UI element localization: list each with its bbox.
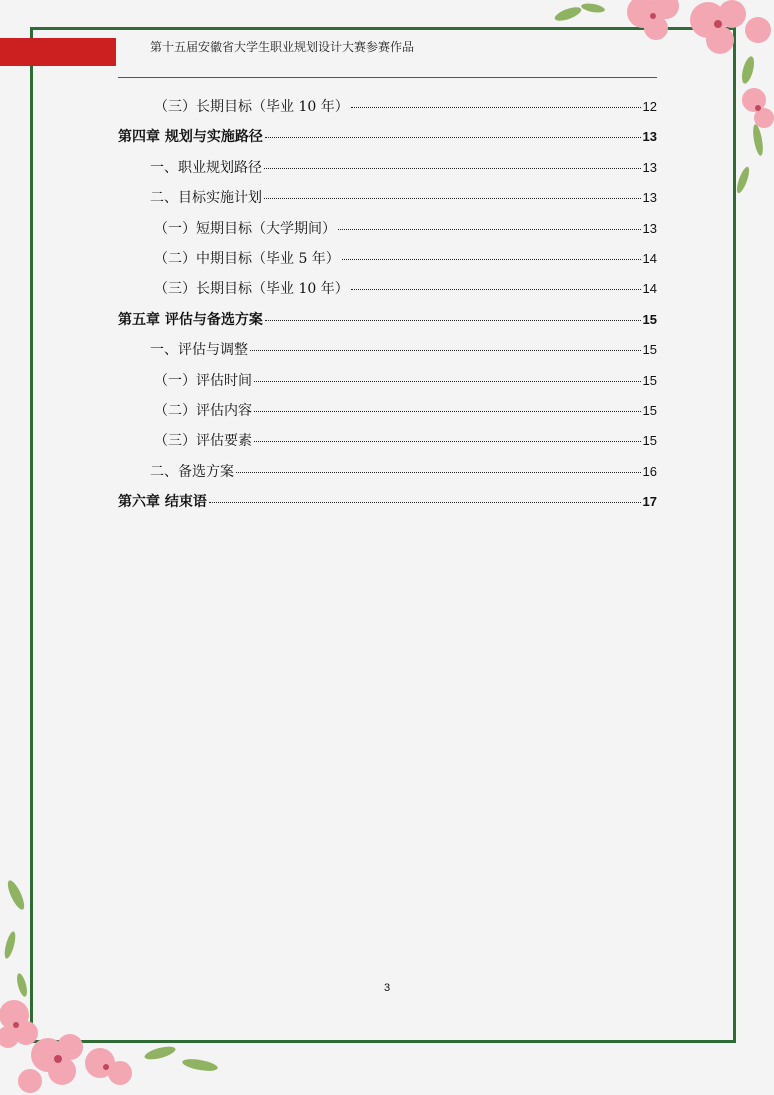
toc-entry-page: 17 <box>642 494 657 510</box>
toc-entry[interactable] <box>118 126 657 156</box>
toc-entry-title: （二）评估内容 <box>154 402 252 419</box>
toc-entry[interactable] <box>118 461 657 491</box>
header-title: 第十五届安徽省大学生职业规划设计大赛参赛作品 <box>150 40 415 54</box>
toc-entry[interactable] <box>118 339 657 369</box>
toc-entry-page: 13 <box>642 159 657 175</box>
toc-entry[interactable] <box>118 278 657 308</box>
toc-entry-title: （三）长期目标（毕业 10 年） <box>154 281 349 298</box>
toc-entry-title: 第六章 结束语 <box>118 494 207 511</box>
toc-entry-title: 二、目标实施计划 <box>150 190 262 207</box>
toc-entry-title: （一）短期目标（大学期间） <box>154 220 336 237</box>
toc-entry[interactable] <box>118 430 657 460</box>
toc-entry-page: 15 <box>642 311 657 327</box>
toc-entry-page: 14 <box>642 281 657 297</box>
page-number: 3 <box>383 982 391 994</box>
toc-entry[interactable] <box>118 248 657 278</box>
toc-entry-page: 16 <box>642 463 657 479</box>
toc-entry-page: 15 <box>642 433 657 449</box>
toc-entry-title: （一）评估时间 <box>154 372 252 389</box>
toc-leader-dots <box>264 168 641 169</box>
toc-entry-page: 15 <box>642 342 657 358</box>
toc-entry-title: 第五章 评估与备选方案 <box>118 311 263 328</box>
toc-entry-page: 13 <box>642 220 657 236</box>
toc-leader-dots <box>351 107 641 108</box>
toc-leader-dots <box>342 259 641 260</box>
toc-leader-dots <box>351 289 641 290</box>
toc-leader-dots <box>265 137 641 138</box>
toc-leader-dots <box>209 502 641 503</box>
toc-entry[interactable] <box>118 96 657 126</box>
toc-leader-dots <box>236 472 641 473</box>
toc-entry-page: 13 <box>642 129 657 145</box>
toc-entry[interactable] <box>118 400 657 430</box>
header-accent-tab <box>0 38 116 66</box>
toc-entry[interactable] <box>118 370 657 400</box>
toc-entry-title: 第四章 规划与实施路径 <box>118 129 263 146</box>
toc-leader-dots <box>264 198 641 199</box>
toc-entry-title: 一、评估与调整 <box>150 342 248 359</box>
toc-entry-title: （三）评估要素 <box>154 433 252 450</box>
toc-leader-dots <box>265 320 641 321</box>
toc-entry[interactable] <box>118 491 657 521</box>
toc-entry-page: 15 <box>642 372 657 388</box>
toc-entry-title: 二、备选方案 <box>150 463 234 480</box>
toc-leader-dots <box>254 381 641 382</box>
toc-leader-dots <box>250 350 641 351</box>
toc-entry-title: （二）中期目标（毕业 5 年） <box>154 250 340 267</box>
toc-entry-page: 15 <box>642 402 657 418</box>
toc-entry-page: 14 <box>642 250 657 266</box>
toc-entry-title: 一、职业规划路径 <box>150 159 262 176</box>
toc-entry[interactable] <box>118 157 657 187</box>
toc-leader-dots <box>338 229 641 230</box>
toc-entry[interactable] <box>118 309 657 339</box>
toc-entry-page: 12 <box>642 99 657 114</box>
toc-entry[interactable] <box>118 187 657 217</box>
toc-entry-page: 13 <box>642 190 657 206</box>
toc-leader-dots <box>254 411 641 412</box>
toc-entry-title: （三）长期目标（毕业 10 年） <box>154 99 349 115</box>
toc-entry[interactable] <box>118 218 657 248</box>
toc-leader-dots <box>254 441 641 442</box>
table-of-contents <box>118 96 657 521</box>
